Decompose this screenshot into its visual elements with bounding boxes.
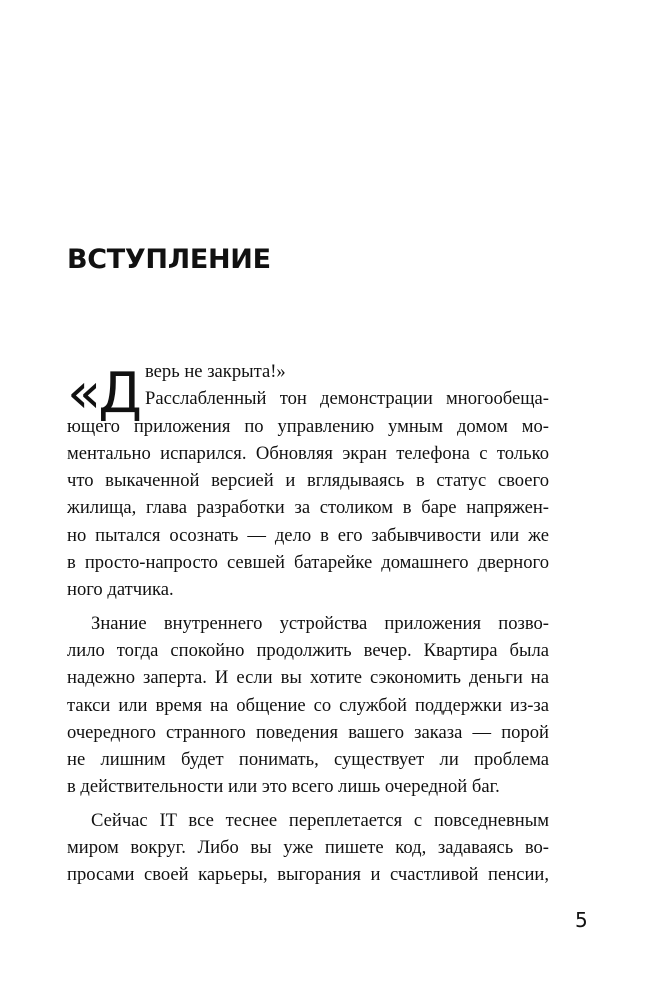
page-number: 5 — [575, 908, 588, 932]
text-line: жилища, глава разработки за столиком в баре напряжен- — [67, 497, 549, 519]
text-line: ного датчика. — [67, 579, 174, 601]
text-line: лило тогда спокойно продолжить вечер. Квартира была — [67, 639, 549, 661]
text-line: но пытался осознать — дело в его забывчивости или же — [67, 524, 549, 546]
text-line: в действительности или это всего лишь очередной баг. — [67, 776, 500, 798]
drop-cap: «Д — [67, 361, 140, 426]
text-line: Сейчас IT все теснее переплетается с повседневным — [91, 809, 549, 831]
text-line: что выкаченной версией и вглядываясь в статус своего — [67, 470, 549, 492]
text-line: очередного странного поведения вашего заказа — порой — [67, 721, 549, 743]
text-line: в просто-напросто севшей батарейке домашнего дверного — [67, 552, 549, 574]
body-text — [67, 358, 549, 889]
text-line: ментально испарился. Обновляя экран телефона с только — [67, 442, 549, 464]
text-line: не лишним будет понимать, существует ли проблема — [67, 749, 549, 771]
text-line: такси или время на общение со службой поддержки из-за — [67, 694, 549, 716]
text-line: верь не закрыта!» — [145, 361, 286, 382]
text-line: миром вокруг. Либо вы уже пишете код, задаваясь во- — [67, 837, 549, 859]
text-line: Знание внутреннего устройства приложения позво- — [91, 612, 549, 634]
text-line: Расслабленный тон демонстрации многообеща- — [145, 388, 549, 410]
text-line: просами своей карьеры, выгорания и счастливой пенсии, — [67, 864, 549, 886]
chapter-heading: ВСТУПЛЕНИЕ — [67, 244, 271, 275]
text-line: надежно заперта. И если вы хотите сэкономить деньги на — [67, 667, 549, 689]
text-line: ющего приложения по управлению умным домом мо- — [67, 415, 549, 437]
